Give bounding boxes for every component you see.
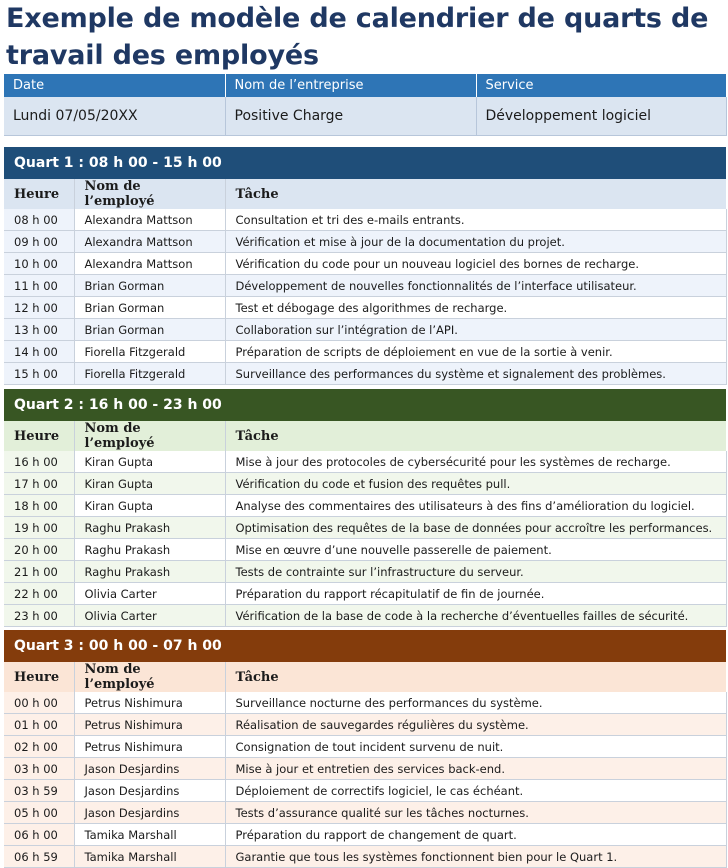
task-cell: Mise en œuvre d’une nouvelle passerelle de paiement. bbox=[225, 539, 726, 561]
column-header-employee: Nom de l’employé bbox=[74, 179, 225, 209]
shift-band bbox=[4, 630, 726, 662]
table-row bbox=[4, 714, 726, 736]
table-row bbox=[4, 253, 726, 275]
time-cell: 17 h 00 bbox=[4, 473, 74, 495]
task-cell: Test et débogage des algorithmes de recharge. bbox=[225, 297, 726, 319]
column-header-row bbox=[4, 662, 726, 692]
employee-cell: Raghu Prakash bbox=[74, 517, 225, 539]
table-row bbox=[4, 231, 726, 253]
time-cell: 03 h 00 bbox=[4, 758, 74, 780]
employee-cell: Alexandra Mattson bbox=[74, 209, 225, 231]
info-value-date: Lundi 07/05/20XX bbox=[4, 97, 225, 136]
time-cell: 14 h 00 bbox=[4, 341, 74, 363]
info-header-row bbox=[4, 74, 726, 97]
table-row bbox=[4, 473, 726, 495]
employee-cell: Jason Desjardins bbox=[74, 758, 225, 780]
time-cell: 01 h 00 bbox=[4, 714, 74, 736]
info-value-service: Développement logiciel bbox=[476, 97, 726, 136]
table-row bbox=[4, 209, 726, 231]
table-row bbox=[4, 736, 726, 758]
employee-cell: Fiorella Fitzgerald bbox=[74, 363, 225, 385]
employee-cell: Alexandra Mattson bbox=[74, 231, 225, 253]
task-cell: Déploiement de correctifs logiciel, le cas échéant. bbox=[225, 780, 726, 802]
task-cell: Mise à jour des protocoles de cybersécurité pour les systèmes de recharge. bbox=[225, 451, 726, 473]
column-header-time: Heure bbox=[4, 421, 74, 451]
employee-cell: Fiorella Fitzgerald bbox=[74, 341, 225, 363]
time-cell: 13 h 00 bbox=[4, 319, 74, 341]
task-cell: Collaboration sur l’intégration de l’API. bbox=[225, 319, 726, 341]
table-row bbox=[4, 824, 726, 846]
time-cell: 06 h 00 bbox=[4, 824, 74, 846]
info-header-date: Date bbox=[4, 74, 225, 97]
employee-cell: Petrus Nishimura bbox=[74, 692, 225, 714]
time-cell: 19 h 00 bbox=[4, 517, 74, 539]
column-header-time: Heure bbox=[4, 662, 74, 692]
column-header-time: Heure bbox=[4, 179, 74, 209]
task-cell: Vérification de la base de code à la recherche d’éventuelles failles de sécurité. bbox=[225, 605, 726, 627]
page-title: Exemple de modèle de calendrier de quarts de travail des employés bbox=[6, 3, 709, 71]
table-row bbox=[4, 495, 726, 517]
shift-table-2 bbox=[4, 389, 727, 627]
table-row bbox=[4, 319, 726, 341]
employee-cell: Olivia Carter bbox=[74, 583, 225, 605]
employee-cell: Alexandra Mattson bbox=[74, 253, 225, 275]
table-row bbox=[4, 341, 726, 363]
table-row bbox=[4, 451, 726, 473]
employee-cell: Brian Gorman bbox=[74, 275, 225, 297]
task-cell: Surveillance des performances du système et signalement des problèmes. bbox=[225, 363, 726, 385]
table-row bbox=[4, 780, 726, 802]
time-cell: 23 h 00 bbox=[4, 605, 74, 627]
table-row bbox=[4, 539, 726, 561]
shift-title: Quart 2 : 16 h 00 - 23 h 00 bbox=[4, 389, 726, 421]
time-cell: 08 h 00 bbox=[4, 209, 74, 231]
column-header-employee: Nom de l’employé bbox=[74, 421, 225, 451]
employee-cell: Jason Desjardins bbox=[74, 802, 225, 824]
task-cell: Tests de contrainte sur l’infrastructure du serveur. bbox=[225, 561, 726, 583]
task-cell: Consignation de tout incident survenu de nuit. bbox=[225, 736, 726, 758]
shift-table-1 bbox=[4, 147, 727, 385]
time-cell: 20 h 00 bbox=[4, 539, 74, 561]
time-cell: 10 h 00 bbox=[4, 253, 74, 275]
shift-band bbox=[4, 147, 726, 179]
column-header-row bbox=[4, 179, 726, 209]
time-cell: 15 h 00 bbox=[4, 363, 74, 385]
table-row bbox=[4, 363, 726, 385]
employee-cell: Brian Gorman bbox=[74, 319, 225, 341]
time-cell: 02 h 00 bbox=[4, 736, 74, 758]
task-cell: Préparation du rapport de changement de quart. bbox=[225, 824, 726, 846]
shift-table-3 bbox=[4, 630, 727, 868]
info-value-row bbox=[4, 97, 726, 136]
info-header-company: Nom de l’entreprise bbox=[225, 74, 476, 97]
table-row bbox=[4, 583, 726, 605]
column-header-task: Tâche bbox=[225, 179, 726, 209]
employee-cell: Petrus Nishimura bbox=[74, 714, 225, 736]
task-cell: Tests d’assurance qualité sur les tâches nocturnes. bbox=[225, 802, 726, 824]
time-cell: 00 h 00 bbox=[4, 692, 74, 714]
task-cell: Vérification du code pour un nouveau logiciel des bornes de recharge. bbox=[225, 253, 726, 275]
column-header-task: Tâche bbox=[225, 421, 726, 451]
column-header-row bbox=[4, 421, 726, 451]
task-cell: Consultation et tri des e-mails entrants. bbox=[225, 209, 726, 231]
time-cell: 12 h 00 bbox=[4, 297, 74, 319]
employee-cell: Jason Desjardins bbox=[74, 780, 225, 802]
column-header-employee: Nom de l’employé bbox=[74, 662, 225, 692]
employee-cell: Kiran Gupta bbox=[74, 473, 225, 495]
task-cell: Optimisation des requêtes de la base de données pour accroître les performances. bbox=[225, 517, 726, 539]
info-header-service: Service bbox=[476, 74, 726, 97]
employee-cell: Raghu Prakash bbox=[74, 561, 225, 583]
task-cell: Surveillance nocturne des performances du système. bbox=[225, 692, 726, 714]
time-cell: 09 h 00 bbox=[4, 231, 74, 253]
table-row bbox=[4, 846, 726, 868]
column-header-task: Tâche bbox=[225, 662, 726, 692]
employee-cell: Petrus Nishimura bbox=[74, 736, 225, 758]
table-row bbox=[4, 517, 726, 539]
employee-cell: Tamika Marshall bbox=[74, 846, 225, 868]
employee-cell: Olivia Carter bbox=[74, 605, 225, 627]
shift-title: Quart 1 : 08 h 00 - 15 h 00 bbox=[4, 147, 726, 179]
time-cell: 16 h 00 bbox=[4, 451, 74, 473]
info-table bbox=[4, 74, 727, 136]
task-cell: Préparation de scripts de déploiement en vue de la sortie à venir. bbox=[225, 341, 726, 363]
employee-cell: Tamika Marshall bbox=[74, 824, 225, 846]
time-cell: 05 h 00 bbox=[4, 802, 74, 824]
table-row bbox=[4, 275, 726, 297]
info-value-company: Positive Charge bbox=[225, 97, 476, 136]
employee-cell: Kiran Gupta bbox=[74, 495, 225, 517]
time-cell: 11 h 00 bbox=[4, 275, 74, 297]
task-cell: Vérification et mise à jour de la documentation du projet. bbox=[225, 231, 726, 253]
task-cell: Garantie que tous les systèmes fonctionnent bien pour le Quart 1. bbox=[225, 846, 726, 868]
time-cell: 06 h 59 bbox=[4, 846, 74, 868]
task-cell: Développement de nouvelles fonctionnalités de l’interface utilisateur. bbox=[225, 275, 726, 297]
employee-cell: Kiran Gupta bbox=[74, 451, 225, 473]
task-cell: Réalisation de sauvegardes régulières du système. bbox=[225, 714, 726, 736]
employee-cell: Brian Gorman bbox=[74, 297, 225, 319]
time-cell: 22 h 00 bbox=[4, 583, 74, 605]
time-cell: 03 h 59 bbox=[4, 780, 74, 802]
employee-cell: Raghu Prakash bbox=[74, 539, 225, 561]
task-cell: Mise à jour et entretien des services back-end. bbox=[225, 758, 726, 780]
table-row bbox=[4, 692, 726, 714]
table-row bbox=[4, 605, 726, 627]
table-row bbox=[4, 802, 726, 824]
task-cell: Analyse des commentaires des utilisateurs à des fins d’amélioration du logiciel. bbox=[225, 495, 726, 517]
table-row bbox=[4, 758, 726, 780]
shift-band bbox=[4, 389, 726, 421]
shift-title: Quart 3 : 00 h 00 - 07 h 00 bbox=[4, 630, 726, 662]
table-row bbox=[4, 297, 726, 319]
time-cell: 18 h 00 bbox=[4, 495, 74, 517]
task-cell: Préparation du rapport récapitulatif de fin de journée. bbox=[225, 583, 726, 605]
time-cell: 21 h 00 bbox=[4, 561, 74, 583]
table-row bbox=[4, 561, 726, 583]
task-cell: Vérification du code et fusion des requêtes pull. bbox=[225, 473, 726, 495]
